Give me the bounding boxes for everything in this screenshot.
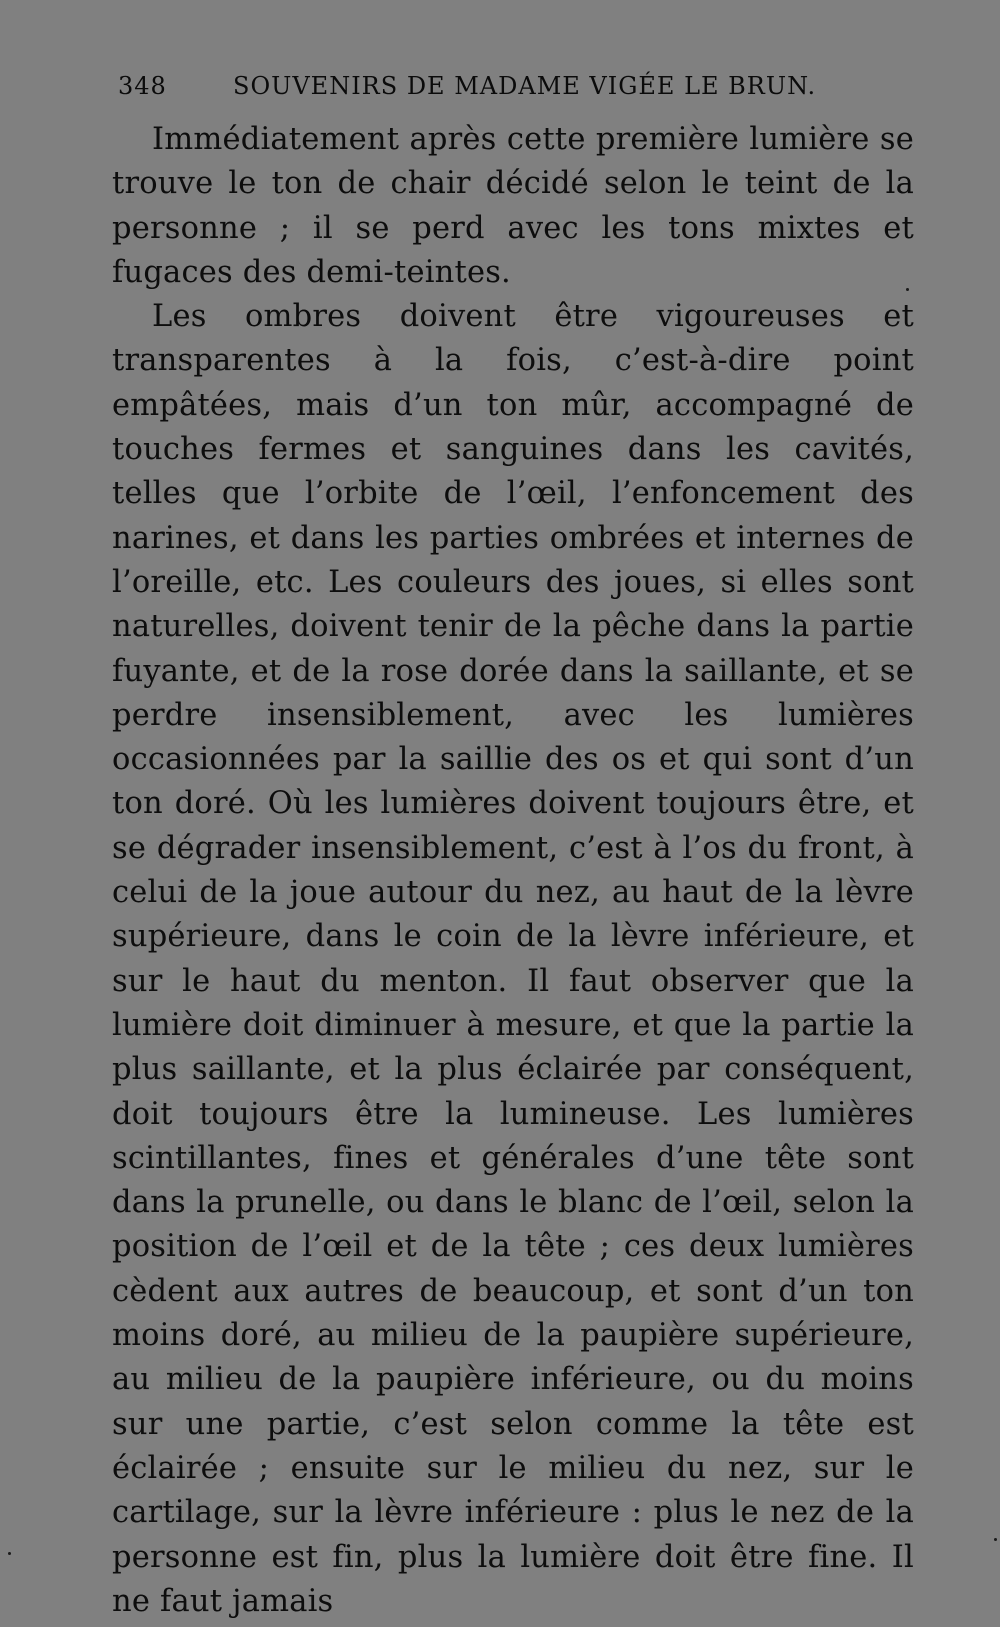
scan-speck [8, 1552, 11, 1555]
paragraph: Les ombres doivent être vigoureuses et transparentes à la fois, c’est-à-dire point empâtées, mais d’un ton mûr, accompagné de touches fermes et sanguines dans les cavités, telles que l’orbite de l’œil, l’enfoncement des narines, et dans les parties ombrées et internes de l’oreille, etc. Les couleurs des joues, si elles sont naturelles, doivent tenir de la pêche dans la partie fuyante, et de la rose dorée dans la saillante, et se perdre insensiblement, avec les lumières occasionnées par la saillie des os et qui sont d’un ton doré. Où les lumières doivent toujours être, et se dégrader insensiblement, c’est à l’os du front, à celui de la joue autour du nez, au haut de la lèvre supérieure, dans le coin de la lèvre inférieure, et sur le haut du menton. Il faut observer que la lumière doit diminuer à mesure, et que la partie la plus saillante, et la plus éclairée par conséquent, doit toujours être la lumineuse. Les lumières scintillantes, fines et générales d’une tête sont dans la prunelle, ou dans le blanc de l’œil, selon la position de l’œil et de la tête ; ces deux lumières cèdent aux autres de beaucoup, et sont d’un ton moins doré, au milieu de la paupière supérieure, au milieu de la paupière inférieure, ou du moins sur une partie, c’est selon comme la tête est éclairée ; ensuite sur le milieu du nez, sur le cartilage, sur la lèvre inférieure : plus le nez de la personne est fin, plus la lumière doit être fine. Il ne faut jamais [112, 299, 914, 1619]
body-text [112, 118, 914, 1624]
paragraph: Immédiatement après cette première lumière se trouve le ton de chair décidé selon le teint de la personne ; il se perd avec les tons mixtes et fugaces des demi-teintes. [112, 122, 914, 290]
page-number: 348 [118, 72, 167, 100]
scan-speck [906, 288, 909, 291]
running-head [118, 72, 908, 112]
scan-speck [994, 1538, 997, 1541]
running-title: SOUVENIRS DE MADAME VIGÉE LE BRUN. [233, 72, 817, 100]
